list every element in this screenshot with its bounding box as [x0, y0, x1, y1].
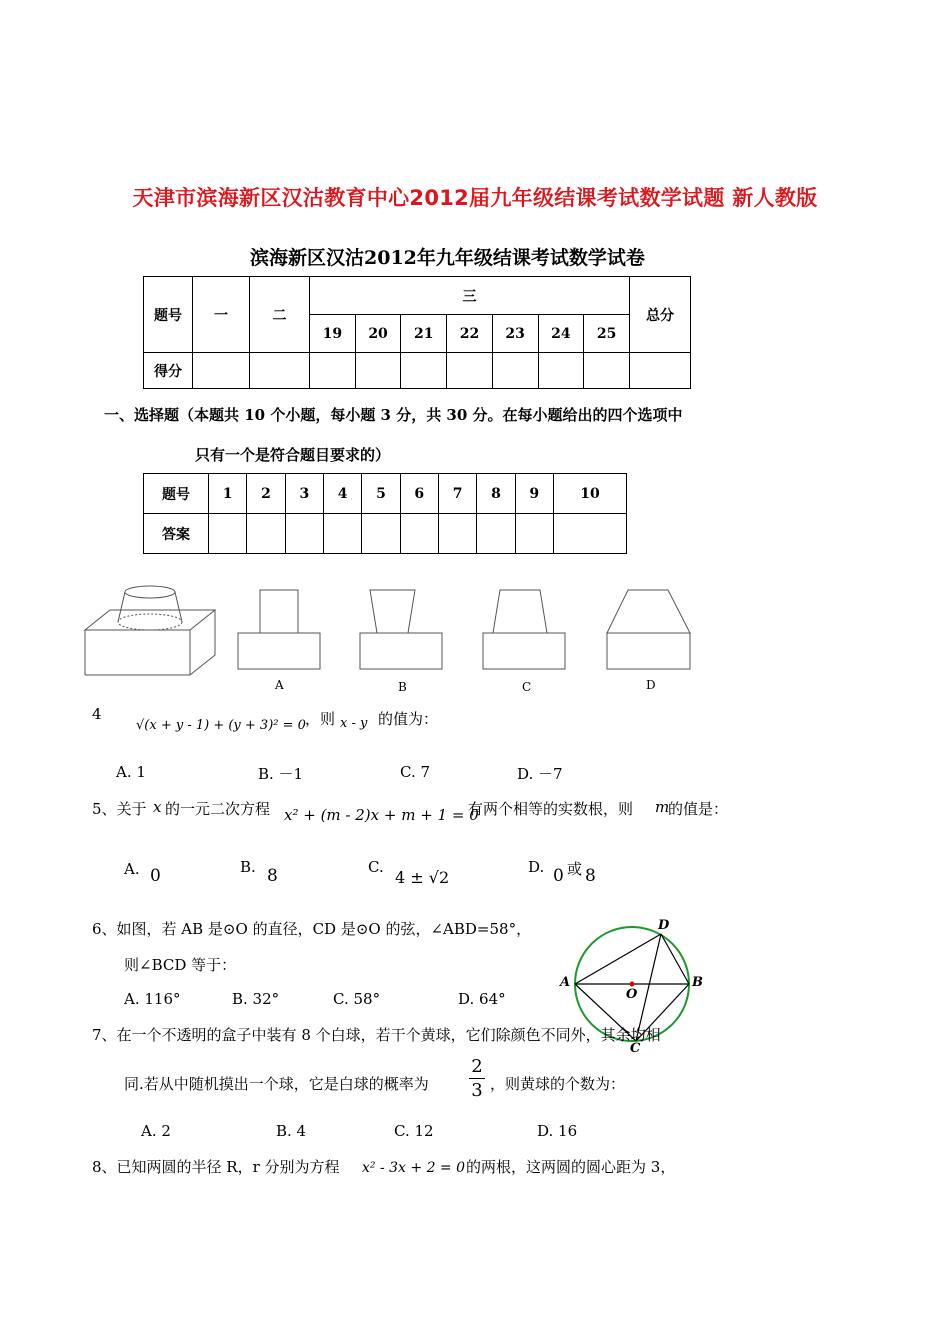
answer-table-num: 6	[400, 474, 438, 514]
q4-number: 4	[92, 705, 102, 723]
q6-line1: 6、如图，若 AB 是⊙O 的直径，CD 是⊙O 的弦，∠ABD=58°，	[92, 920, 532, 938]
score-table-col-zongfen: 总分	[630, 277, 691, 353]
score-table-col-er: 二	[250, 277, 310, 353]
q5-text2: 的一元二次方程	[165, 800, 271, 818]
q5-var-x: x	[153, 798, 162, 816]
point-a-label: A	[560, 975, 571, 990]
q7-option-c[interactable]: C. 12	[394, 1122, 434, 1140]
score-cell[interactable]	[193, 353, 250, 389]
score-cell[interactable]	[250, 353, 310, 389]
point-b-label: B	[692, 975, 703, 990]
view-option-a	[238, 590, 320, 669]
q5-option-a-value: 0	[150, 866, 161, 886]
chord-ad	[575, 934, 661, 984]
q5-option-c-label[interactable]: C.	[368, 858, 384, 876]
chord-db	[661, 934, 689, 984]
q7-line2a: 同.若从中随机摸出一个球，它是白球的概率为	[124, 1075, 429, 1093]
score-table	[143, 276, 691, 389]
answer-table-num: 7	[438, 474, 476, 514]
answer-table-num: 4	[323, 474, 361, 514]
q4-option-c[interactable]: C. 7	[400, 763, 431, 781]
score-cell[interactable]	[630, 353, 691, 389]
q4-option-b[interactable]: B. －1	[258, 765, 304, 783]
q7-option-a[interactable]: A. 2	[141, 1122, 171, 1140]
answer-table-num: 5	[362, 474, 400, 514]
view-option-c	[483, 590, 565, 669]
q5-option-d-or: 或	[567, 860, 583, 878]
q7-line2b: ，则黄球的个数为：	[490, 1075, 626, 1093]
score-cell[interactable]	[310, 353, 356, 389]
q6-option-c[interactable]: C. 58°	[333, 990, 381, 1008]
q5-option-d-value2: 8	[585, 866, 596, 886]
score-table-col-san: 三	[310, 277, 630, 315]
solid-figure	[85, 586, 215, 675]
answer-table-num: 9	[515, 474, 553, 514]
q7-line1: 7、在一个不透明的盒子中装有 8 个白球，若干个黄球，它们除颜色不同外，其余均相	[92, 1026, 661, 1044]
q5-option-b-value: 8	[267, 866, 278, 886]
figure-label-d: D	[646, 678, 656, 692]
answer-table-num: 8	[477, 474, 515, 514]
q6-option-a[interactable]: A. 116°	[124, 990, 181, 1008]
q5-text3: 有两个相等的实数根，则	[468, 800, 634, 818]
answer-table-num: 3	[285, 474, 323, 514]
score-table-sub-22: 22	[447, 315, 493, 353]
q6-line2: 则∠BCD 等于：	[124, 956, 237, 974]
figure-label-c: C	[522, 680, 532, 694]
answer-cell[interactable]	[247, 514, 285, 554]
score-table-tihao: 题号	[144, 277, 193, 353]
q7-option-d[interactable]: D. 16	[537, 1122, 578, 1140]
q5-option-d-value: 0	[553, 866, 564, 886]
score-cell[interactable]	[447, 353, 493, 389]
q5-option-c-value: 4 ± √2	[395, 868, 450, 887]
score-cell[interactable]	[538, 353, 584, 389]
q4-text2: 的值为：	[378, 710, 439, 728]
point-c-label: C	[630, 1041, 641, 1056]
fraction-bar	[469, 1078, 485, 1079]
q5-text1: 5、关于	[92, 800, 147, 818]
view-option-d	[607, 590, 690, 669]
q7-fraction-denominator: 3	[471, 1080, 483, 1101]
figure-label-a: A	[275, 678, 284, 692]
q5-option-a-label[interactable]: A.	[124, 860, 140, 878]
section1-heading-line1: 一、选择题（本题共 10 个小题，每小题 3 分，共 30 分。在每小题给出的四个选项中	[104, 406, 683, 424]
score-table-sub-23: 23	[492, 315, 538, 353]
section1-heading-line2: 只有一个是符合题目要求的）	[195, 446, 391, 464]
exam-subtitle: 滨海新区汉沽2012年九年级结课考试数学试卷	[250, 247, 645, 269]
point-d-label: D	[658, 918, 670, 933]
document-title: 天津市滨海新区汉沽教育中心2012届九年级结课考试数学试题 新人教版	[132, 186, 818, 210]
q5-option-d-label[interactable]: D.	[528, 858, 545, 876]
q6-option-d[interactable]: D. 64°	[458, 990, 506, 1008]
score-table-sub-21: 21	[401, 315, 447, 353]
q4-option-d[interactable]: D. －7	[517, 765, 563, 783]
q7-fraction	[469, 1056, 485, 1101]
q6-option-b[interactable]: B. 32°	[232, 990, 280, 1008]
q5-text4: 的值是：	[668, 800, 729, 818]
score-table-sub-24: 24	[538, 315, 584, 353]
q7-fraction-numerator: 2	[471, 1056, 483, 1077]
answer-cell[interactable]	[362, 514, 400, 554]
q5-equation: x² + (m - 2)x + m + 1 = 0	[284, 806, 479, 824]
score-table-sub-25: 25	[584, 315, 630, 353]
score-cell[interactable]	[584, 353, 630, 389]
answer-cell[interactable]	[515, 514, 553, 554]
q8-text2: 的两根，这两圆的圆心距为 3，	[466, 1158, 676, 1176]
score-cell[interactable]	[355, 353, 401, 389]
answer-cell[interactable]	[477, 514, 515, 554]
answer-table-answer-label: 答案	[144, 514, 209, 554]
answer-table-tihao: 题号	[144, 474, 209, 514]
q4-expression: √(x + y - 1) + (y + 3)² = 0	[136, 718, 306, 733]
figure-label-b: B	[398, 680, 407, 694]
score-table-defen: 得分	[144, 353, 193, 389]
q5-var-m: m	[655, 798, 670, 816]
score-table-sub-19: 19	[310, 315, 356, 353]
view-option-b	[360, 590, 442, 669]
q8-text1: 8、已知两圆的半径 R，r 分别为方程	[92, 1158, 340, 1176]
answer-table	[143, 473, 627, 554]
score-table-col-yi: 一	[193, 277, 250, 353]
answer-cell[interactable]	[285, 514, 323, 554]
answer-table-num: 10	[553, 474, 626, 514]
q7-option-b[interactable]: B. 4	[276, 1122, 307, 1140]
score-table-sub-20: 20	[355, 315, 401, 353]
answer-cell[interactable]	[553, 514, 626, 554]
view-figures	[80, 580, 720, 695]
answer-cell[interactable]	[323, 514, 361, 554]
q8-equation: x² - 3x + 2 = 0	[362, 1160, 466, 1176]
answer-table-num: 2	[247, 474, 285, 514]
q4-text1: ，则	[305, 710, 336, 728]
answer-table-num: 1	[209, 474, 247, 514]
answer-cell[interactable]	[209, 514, 247, 554]
center-dot	[630, 982, 635, 987]
score-cell[interactable]	[492, 353, 538, 389]
q5-option-b-label[interactable]: B.	[240, 858, 256, 876]
score-cell[interactable]	[401, 353, 447, 389]
answer-cell[interactable]	[438, 514, 476, 554]
q4-option-a[interactable]: A. 1	[116, 763, 146, 781]
q4-expression2: x - y	[340, 716, 368, 731]
answer-cell[interactable]	[400, 514, 438, 554]
point-o-label: O	[626, 987, 638, 1002]
